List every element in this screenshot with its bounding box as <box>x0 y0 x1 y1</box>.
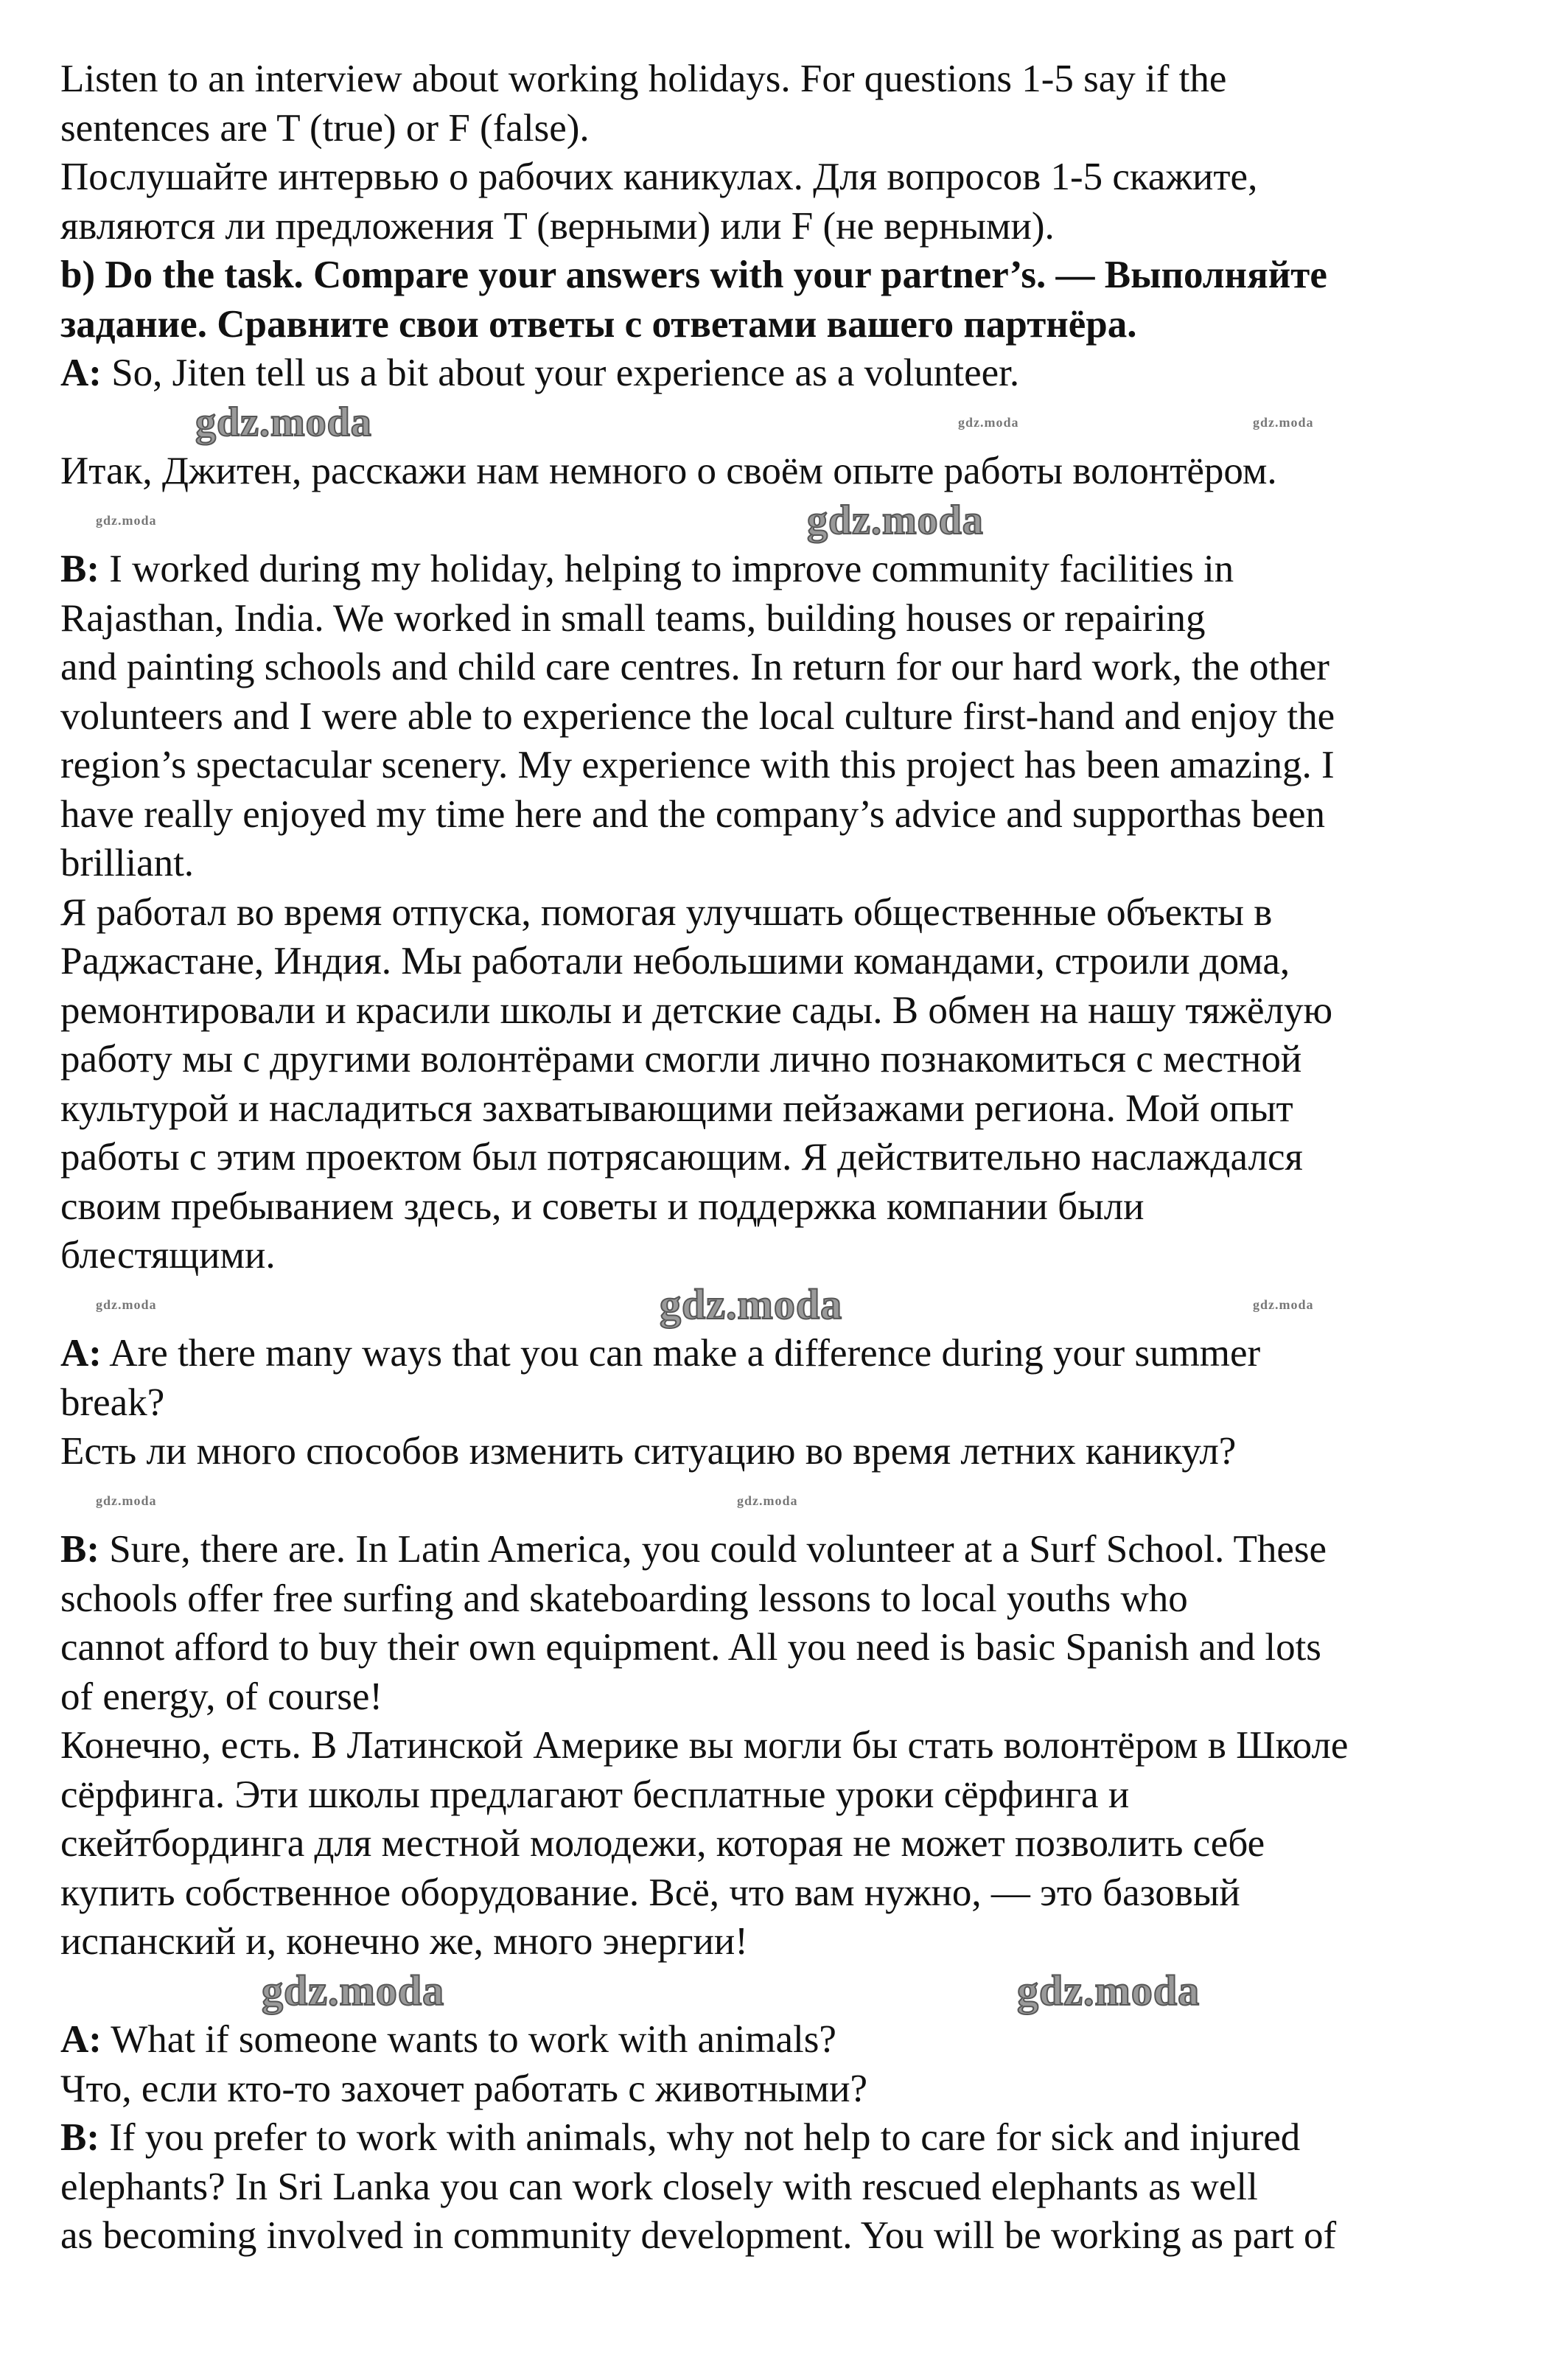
watermark-logo: gdz.moda <box>737 1493 798 1508</box>
speaker-label: A: <box>60 352 102 394</box>
speaker-label: B: <box>60 2116 99 2159</box>
speaker-label: A: <box>60 2018 102 2061</box>
text-line <box>60 1819 1505 1868</box>
line-text: Sure, there are. In Latin America, you could volunteer at a Surf School. These <box>99 1528 1327 1571</box>
text-line <box>60 1133 1505 1182</box>
text-line <box>60 104 1505 153</box>
text-line <box>60 790 1505 840</box>
speaker-label: B: <box>60 1528 99 1571</box>
line-text: работу мы с другими волонтёрами смогли лично познакомиться с местной <box>60 1038 1302 1081</box>
speaker-label: A: <box>60 1332 102 1375</box>
text-line <box>60 55 1505 104</box>
line-text: Я работал во время отпуска, помогая улучшать общественные объекты в <box>60 890 1273 934</box>
text-line <box>60 300 1505 349</box>
line-text: and painting schools and child care centres. In return for our hard work, the other <box>60 646 1329 688</box>
line-text: ремонтировали и красили школы и детские сады. В обмен на нашу тяжёлую <box>60 988 1333 1032</box>
line-text: своим пребыванием здесь, и советы и поддержка компании были <box>60 1184 1145 1228</box>
text-line <box>60 202 1505 251</box>
line-text: скейтбординга для местной молодежи, которая не может позволить себе <box>60 1822 1265 1865</box>
text-line <box>60 2163 1505 2212</box>
text-line <box>60 153 1505 202</box>
text-line <box>60 594 1505 643</box>
line-text: Итак, Джитен, расскажи нам немного о своём опыте работы волонтёром. <box>60 450 1277 492</box>
line-text: Послушайте интервью о рабочих каникулах. Для вопросов 1-5 скажите, <box>60 156 1258 198</box>
text-line <box>60 1868 1505 1918</box>
watermark-logo: gdz.moda <box>1253 1297 1314 1312</box>
line-text: являются ли предложения T (верными) или F (не верными). <box>60 204 1055 248</box>
line-text: Listen to an interview about working holidays. For questions 1-5 say if the <box>60 57 1227 100</box>
text-line <box>60 692 1505 741</box>
line-text: задание. Сравните свои ответы с ответами вашего партнёра. <box>60 302 1137 346</box>
line-text: I worked during my holiday, helping to improve community facilities in <box>99 548 1234 590</box>
text-line <box>60 349 1505 398</box>
line-text: break? <box>60 1381 165 1424</box>
line-text: brilliant. <box>60 842 195 884</box>
line-text: Are there many ways that you can make a difference during your summer <box>101 1332 1261 1375</box>
document-text <box>60 55 1505 2261</box>
text-line <box>60 1182 1505 1232</box>
line-text: So, Jiten tell us a bit about your experience as a volunteer. <box>101 352 1020 394</box>
line-text: schools offer free surfing and skateboarding lessons to local youths who <box>60 1577 1188 1620</box>
line-text: If you prefer to work with animals, why not help to care for sick and injured <box>99 2116 1301 2159</box>
text-line <box>60 986 1505 1036</box>
text-line <box>60 2113 1505 2163</box>
text-line <box>60 1623 1505 1672</box>
line-text: of energy, of course! <box>60 1675 383 1718</box>
blank-line <box>60 496 1505 545</box>
text-line <box>60 1427 1505 1476</box>
watermark-logo: gdz.moda <box>807 497 984 543</box>
text-line <box>60 839 1505 888</box>
line-text: работы с этим проектом был потрясающим. Я действительно наслаждался <box>60 1136 1303 1179</box>
line-text: Что, если кто-то захочет работать с животными? <box>60 2067 867 2110</box>
text-line <box>60 1378 1505 1428</box>
line-text: volunteers and I were able to experience the local culture first-hand and enjoy the <box>60 694 1335 738</box>
text-line <box>60 447 1505 496</box>
line-text: купить собственное оборудование. Всё, что вам нужно, — это базовый <box>60 1871 1240 1914</box>
watermark-logo: gdz.moda <box>96 1297 157 1312</box>
text-line <box>60 2065 1505 2114</box>
watermark-logo: gdz.moda <box>1017 1966 1201 2014</box>
text-line <box>60 2015 1505 2065</box>
text-line <box>60 251 1505 300</box>
line-text: have really enjoyed my time here and the company’s advice and supporthas been <box>60 792 1326 836</box>
line-text: Есть ли много способов изменить ситуацию во время летних каникул? <box>60 1430 1237 1473</box>
watermark-logo: gdz.moda <box>96 1493 157 1508</box>
watermark-logo: gdz.moda <box>1253 414 1314 430</box>
watermark-logo: gdz.moda <box>262 1966 445 2014</box>
text-line <box>60 1917 1505 1967</box>
watermark-logo: gdz.moda <box>958 414 1019 430</box>
text-line <box>60 1770 1505 1820</box>
text-line <box>60 1574 1505 1624</box>
text-line <box>60 1721 1505 1770</box>
text-line <box>60 888 1505 938</box>
text-line <box>60 1084 1505 1134</box>
line-text: What if someone wants to work with animals? <box>101 2018 836 2061</box>
text-line <box>60 2211 1505 2261</box>
line-text: сёрфинга. Эти школы предлагают бесплатные уроки сёрфинга и <box>60 1773 1130 1816</box>
text-line <box>60 1525 1505 1574</box>
text-line <box>60 1672 1505 1722</box>
line-text: культурой и насладиться захватывающими пейзажами региона. Мой опыт <box>60 1086 1293 1130</box>
watermark-logo: gdz.moda <box>96 512 157 528</box>
line-text: as becoming involved in community development. You will be working as part of <box>60 2214 1337 2257</box>
line-text: Rajasthan, India. We worked in small teams, building houses or repairing <box>60 596 1206 640</box>
line-text: b) Do the task. Compare your answers with your partner’s. — Выполняйте <box>60 254 1327 296</box>
text-line <box>60 937 1505 986</box>
line-text: sentences are T (true) or F (false). <box>60 106 590 150</box>
text-line <box>60 1035 1505 1084</box>
line-text: cannot afford to buy their own equipment. All you need is basic Spanish and lots <box>60 1626 1321 1669</box>
watermark-logo: gdz.moda <box>195 399 372 445</box>
text-line <box>60 1329 1505 1378</box>
text-line <box>60 1231 1505 1280</box>
line-text: испанский и, конечно же, много энергии! <box>60 1920 748 1963</box>
speaker-label: B: <box>60 548 99 590</box>
line-text: elephants? In Sri Lanka you can work closely with rescued elephants as well <box>60 2165 1258 2208</box>
line-text: region’s spectacular scenery. My experience with this project has been amazing. I <box>60 744 1335 786</box>
watermark-logo: gdz.moda <box>660 1280 843 1328</box>
line-text: блестящими. <box>60 1234 276 1277</box>
text-line <box>60 545 1505 594</box>
line-text: Конечно, есть. В Латинской Америке вы могли бы стать волонтёром в Школе <box>60 1724 1349 1767</box>
text-line <box>60 741 1505 790</box>
text-line <box>60 643 1505 692</box>
line-text: Раджастане, Индия. Мы работали небольшими командами, строили дома, <box>60 940 1290 983</box>
